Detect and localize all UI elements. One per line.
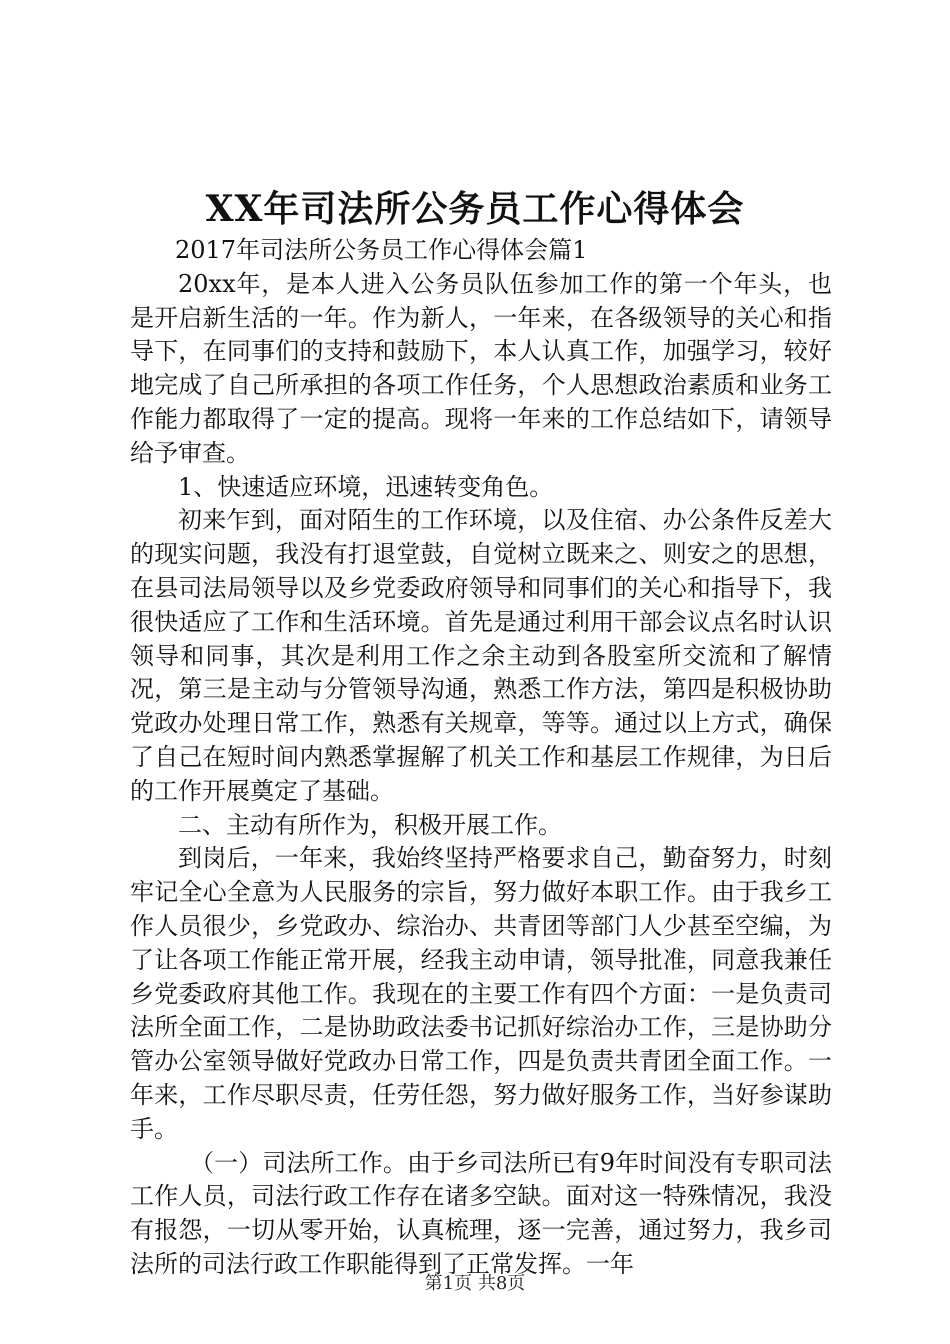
document-title: XX年司法所公务员工作心得体会	[205, 188, 745, 230]
document-body	[130, 234, 832, 1282]
body-paragraph: 初来乍到，面对陌生的工作环境，以及住宿、办公条件反差大的现实问题，我没有打退堂鼓，自觉树立既来之、则安之的思想，在县司法局领导以及乡党委政府领导和同事们的关心和指导下，我很快适应了工作和生活环境。首先是通过利用干部会议点名时认识领导和同事，其次是利用工作之余主动到各股室所交流和了解情况，第三是主动与分管领导沟通，熟悉工作方法，第四是积极协助党政办处理日常工作，熟悉有关规章，等等。通过以上方式，确保了自己在短时间内熟悉掌握解了机关工作和基层工作规律，为日后的工作开展奠定了基础。	[130, 506, 832, 805]
page-number-footer: 第1页 共8页	[424, 1273, 526, 1294]
section-heading: 2017年司法所公务员工作心得体会篇1	[175, 236, 588, 264]
body-paragraph: （一）司法所工作。由于乡司法所已有9年时间没有专职司法工作人员，司法行政工作存在诸多空缺。面对这一特殊情况，我没有报怨，一切从零开始，认真梳理，逐一完善，通过努力，我乡司法所的司法行政工作职能得到了正常发挥。一年	[130, 1148, 832, 1278]
body-paragraph: 到岗后，一年来，我始终坚持严格要求自己，勤奋努力，时刻牢记全心全意为人民服务的宗旨，努力做好本职工作。由于我乡工作人员很少，乡党政办、综治办、共青团等部门人少甚至空编，为了让各项工作能正常开展，经我主动申请，领导批准，同意我兼任乡党委政府其他工作。我现在的主要工作有四个方面：一是负责司法所全面工作，二是协助政法委书记抓好综治办工作，三是协助分管办公室领导做好党政办日常工作，四是负责共青团全面工作。一年来，工作尽职尽责，任劳任怨，努力做好服务工作，当好参谋助手。	[130, 844, 832, 1143]
section-heading: 1、快速适应环境，迅速转变角色。	[178, 472, 554, 501]
section-heading: 二、主动有所作为，积极开展工作。	[178, 810, 562, 839]
body-paragraph: 20xx年，是本人进入公务员队伍参加工作的第一个年头，也是开启新生活的一年。作为新人，一年来，在各级领导的关心和指导下，在同事们的支持和鼓励下，本人认真工作，加强学习，较好地完成了自己所承担的各项工作任务，个人思想政治素质和业务工作能力都取得了一定的提高。现将一年来的工作总结如下，请领导给予审查。	[130, 269, 832, 467]
